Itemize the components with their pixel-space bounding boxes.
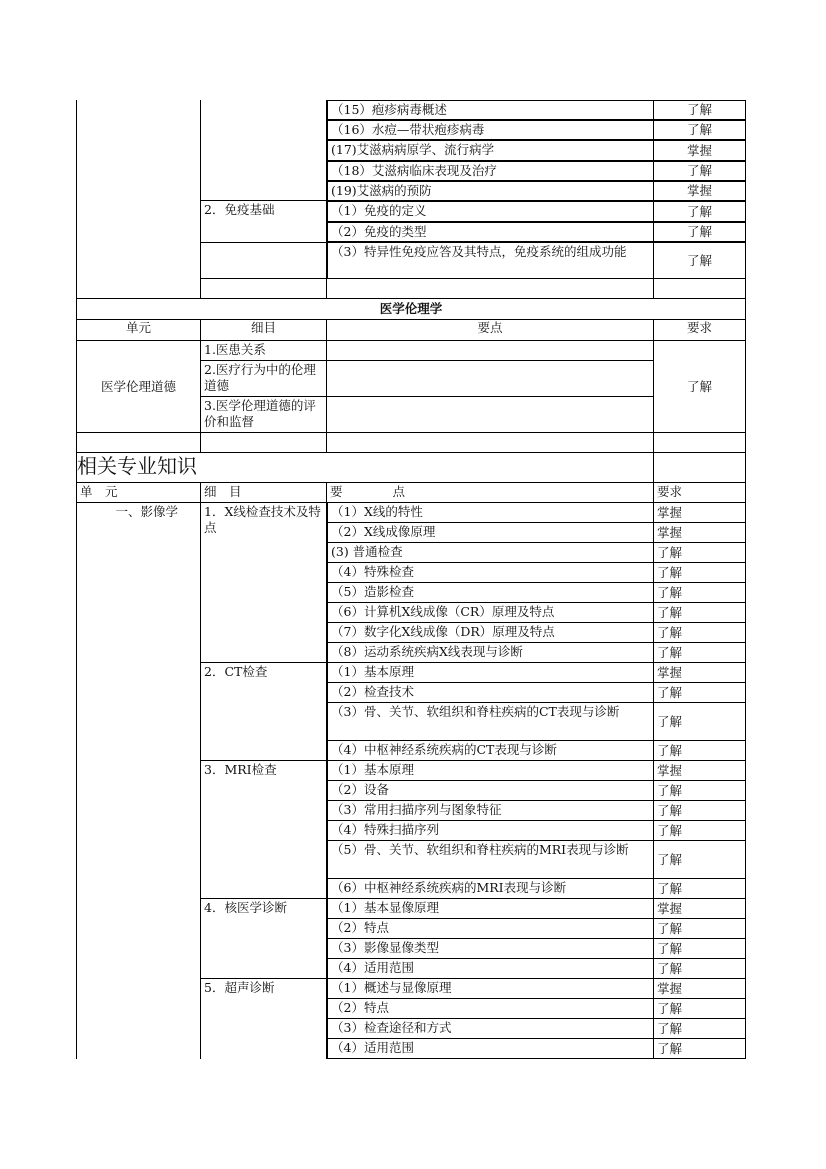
requirement-cell-text: 了解 (657, 803, 683, 818)
ethics-unit-text: 医学伦理道德 (100, 378, 176, 394)
requirement-cell-text: 了解 (657, 685, 683, 700)
blank-cell (654, 453, 746, 483)
detail-cell-text: 3．MRI检查 (204, 762, 277, 777)
requirement-cell-text: 了解 (686, 122, 712, 137)
requirement-cell-text: 了解 (686, 252, 712, 268)
point-cell (327, 543, 654, 563)
point-cell (327, 503, 654, 523)
point-cell-text: （3）特异性免疫应答及其特点，免疫系统的组成功能 (331, 244, 627, 259)
point-cell-text: （1）免疫的定义 (331, 203, 427, 218)
point-cell (327, 663, 654, 683)
point-cell (327, 140, 654, 161)
detail-cell-text: 5．超声诊断 (204, 980, 275, 995)
point-cell-text: （4）适用范围 (331, 1040, 414, 1055)
point-cell-text: （15）疱疹病毒概述 (331, 102, 447, 117)
requirement-cell-text: 了解 (657, 783, 683, 798)
point-cell (327, 879, 654, 899)
requirement-cell (654, 222, 746, 242)
requirement-cell (654, 801, 746, 821)
ethics-detail-text: 1.医患关系 (204, 342, 266, 357)
ethics-title (76, 299, 746, 320)
point-cell (327, 761, 654, 781)
point-cell (327, 959, 654, 979)
point-cell-text: （2）设备 (331, 782, 389, 797)
detail-cell-continued (201, 100, 327, 201)
point-cell-text: （5）造影检查 (331, 584, 414, 599)
requirement-cell (654, 781, 746, 801)
point-cell-text: （2）免疫的类型 (331, 224, 427, 239)
point-cell (327, 899, 654, 919)
requirement-cell-text: 了解 (657, 852, 683, 867)
detail-cell-text: 2．CT检查 (204, 664, 268, 679)
point-cell (327, 201, 654, 222)
detail-cell (201, 663, 327, 761)
ethics-point-empty (327, 341, 654, 361)
ethics-detail-text: 2.医疗行为中的伦理道德 (204, 362, 316, 393)
requirement-cell-text: 掌握 (657, 525, 683, 540)
header-requirement-text: 要求 (657, 484, 683, 499)
requirement-cell (654, 841, 746, 879)
requirement-cell (654, 879, 746, 899)
blank-cell (654, 279, 746, 299)
requirement-cell (654, 603, 746, 623)
requirement-cell-text: 掌握 (657, 901, 683, 916)
point-cell-text: （3）常用扫描序列与图象特征 (331, 802, 502, 817)
requirement-cell-text: 掌握 (657, 763, 683, 778)
requirement-cell (654, 979, 746, 999)
requirement-cell (654, 1039, 746, 1059)
ethics-detail (201, 361, 327, 397)
requirement-cell-text: 了解 (657, 714, 683, 729)
point-cell (327, 643, 654, 663)
requirement-cell-text: 了解 (686, 163, 712, 178)
point-cell-text: （1）基本原理 (331, 664, 414, 679)
ethics-detail-text: 3.医学伦理道德的评价和监督 (204, 398, 316, 429)
requirement-cell (654, 821, 746, 841)
requirement-cell (654, 100, 746, 120)
unit-cell (76, 503, 201, 1059)
point-cell (327, 603, 654, 623)
point-cell (327, 181, 654, 201)
point-cell-text: （4）特殊扫描序列 (331, 822, 439, 837)
point-cell (327, 161, 654, 181)
requirement-cell (654, 563, 746, 583)
requirement-cell (654, 161, 746, 181)
requirement-cell-text: 掌握 (657, 981, 683, 996)
requirement-cell-text: 了解 (657, 565, 683, 580)
requirement-cell (654, 523, 746, 543)
ethics-detail (201, 341, 327, 361)
detail-cell (201, 201, 327, 242)
requirement-cell-text: 了解 (657, 585, 683, 600)
requirement-cell (654, 543, 746, 563)
blank-cell (201, 433, 327, 453)
point-cell (327, 100, 654, 120)
requirement-cell (654, 741, 746, 761)
point-cell (327, 523, 654, 543)
requirement-cell-text: 了解 (657, 881, 683, 896)
detail-cell (201, 503, 327, 663)
point-cell (327, 623, 654, 643)
point-cell-text: （4）中枢神经系统疾病的CT表现与诊断 (331, 742, 557, 757)
requirement-cell-text: 掌握 (657, 505, 683, 520)
requirement-cell-text: 了解 (657, 645, 683, 660)
point-cell (327, 801, 654, 821)
requirement-cell-text: 了解 (657, 743, 683, 758)
ethics-requirement (654, 341, 746, 433)
requirement-cell-text: 了解 (657, 941, 683, 956)
point-cell-text: （1）基本显像原理 (331, 900, 439, 915)
requirement-cell-text: 掌握 (686, 183, 712, 198)
requirement-cell-text: 了解 (657, 605, 683, 620)
point-cell-text: （1）基本原理 (331, 762, 414, 777)
requirement-cell (654, 959, 746, 979)
point-cell-text: （16）水痘—带状疱疹病毒 (331, 122, 485, 137)
blank-cell (327, 279, 654, 299)
point-cell-text: （2）特点 (331, 1000, 389, 1015)
header-unit-text: 单 元 (80, 484, 118, 499)
header-requirement (654, 320, 746, 341)
point-cell (327, 841, 654, 879)
point-cell (327, 222, 654, 242)
requirement-cell (654, 643, 746, 663)
unit-cell-continued (76, 100, 201, 279)
ethics-requirement-text: 了解 (686, 378, 712, 394)
point-cell-text: （3）影像显像类型 (331, 940, 439, 955)
point-cell-text: (19)艾滋病的预防 (331, 183, 432, 198)
point-cell-text: (17)艾滋病病原学、流行病学 (331, 142, 495, 157)
requirement-cell-text: 了解 (657, 1021, 683, 1036)
requirement-cell (654, 140, 746, 161)
requirement-cell (654, 503, 746, 523)
detail-cell-text: 4．核医学诊断 (204, 900, 287, 915)
header-unit (76, 483, 201, 503)
header-detail-text: 细 目 (204, 484, 242, 499)
point-cell-text: （8）运动系统疾病X线表现与诊断 (331, 644, 523, 659)
requirement-cell (654, 703, 746, 741)
requirement-cell-text: 了解 (657, 1041, 683, 1056)
point-cell (327, 821, 654, 841)
requirement-cell-text: 了解 (657, 921, 683, 936)
requirement-cell-text: 了解 (657, 545, 683, 560)
detail-cell (201, 899, 327, 979)
point-cell-text: （5）骨、关节、软组织和脊柱疾病的MRI表现与诊断 (331, 842, 629, 857)
requirement-cell-text: 了解 (686, 102, 712, 117)
point-cell-text: （2）X线成像原理 (331, 524, 436, 539)
point-cell (327, 1019, 654, 1039)
point-cell (327, 120, 654, 140)
point-cell-text: （18）艾滋病临床表现及治疗 (331, 163, 497, 178)
point-cell (327, 703, 654, 741)
point-cell-text: （3）骨、关节、软组织和脊柱疾病的CT表现与诊断 (331, 704, 620, 719)
point-cell-text: （3）检查途径和方式 (331, 1020, 452, 1035)
header-point (327, 320, 654, 341)
requirement-cell-text: 了解 (657, 961, 683, 976)
blank-cell (654, 433, 746, 453)
ethics-point-empty (327, 361, 654, 397)
point-cell (327, 741, 654, 761)
point-cell (327, 999, 654, 1019)
point-cell (327, 939, 654, 959)
point-cell (327, 563, 654, 583)
requirement-cell (654, 999, 746, 1019)
detail-cell-text: 2．免疫基础 (204, 202, 275, 217)
header-requirement-text: 要求 (686, 320, 712, 335)
requirement-cell (654, 201, 746, 222)
ethics-detail (201, 397, 327, 433)
header-unit-text: 单元 (125, 320, 151, 335)
point-cell-text: （2）检查技术 (331, 684, 414, 699)
point-cell (327, 919, 654, 939)
header-point-text: 要点 (477, 320, 503, 335)
point-cell (327, 583, 654, 603)
requirement-cell (654, 663, 746, 683)
ethics-title-text: 医学伦理学 (379, 301, 443, 316)
point-cell-text: （4）特殊检查 (331, 564, 414, 579)
blank-cell (327, 433, 654, 453)
requirement-cell (654, 761, 746, 781)
requirement-cell (654, 242, 746, 279)
detail-cell (201, 979, 327, 1059)
requirement-cell (654, 939, 746, 959)
point-cell (327, 683, 654, 703)
header-point-text: 要 点 (330, 484, 406, 499)
requirement-cell (654, 120, 746, 140)
point-cell-text: （4）适用范围 (331, 960, 414, 975)
point-cell (327, 1039, 654, 1059)
requirement-cell (654, 919, 746, 939)
requirement-cell-text: 了解 (657, 823, 683, 838)
header-unit (76, 320, 201, 341)
header-detail (201, 320, 327, 341)
point-cell (327, 242, 654, 279)
point-cell-text: （2）特点 (331, 920, 389, 935)
requirement-cell (654, 899, 746, 919)
requirement-cell (654, 583, 746, 603)
requirement-cell-text: 了解 (657, 1001, 683, 1016)
blank-cell (201, 279, 327, 299)
ethics-point-empty (327, 397, 654, 433)
detail-cell-text: 1．X线检查技术及特点 (204, 504, 321, 535)
detail-cell (201, 761, 327, 899)
header-detail-text: 细目 (250, 320, 276, 335)
requirement-cell (654, 1019, 746, 1039)
requirement-cell (654, 683, 746, 703)
related-title-text: 相关专业知识 (77, 454, 197, 478)
header-requirement (654, 483, 746, 503)
requirement-cell-text: 掌握 (686, 142, 712, 158)
requirement-cell (654, 623, 746, 643)
point-cell (327, 781, 654, 801)
unit-cell-text: 一、影像学 (115, 504, 178, 519)
detail-cell-empty (201, 242, 327, 279)
point-cell-text: (3) 普通检查 (331, 544, 403, 559)
blank-cell (76, 279, 201, 299)
header-point (327, 483, 654, 503)
point-cell-text: （1）概述与显像原理 (331, 980, 452, 995)
point-cell-text: （7）数字化X线成像（DR）原理及特点 (331, 624, 555, 639)
requirement-cell-text: 了解 (686, 203, 712, 219)
related-title (76, 453, 654, 483)
point-cell (327, 979, 654, 999)
point-cell-text: （6）中枢神经系统疾病的MRI表现与诊断 (331, 880, 567, 895)
point-cell-text: （1）X线的特性 (331, 504, 423, 519)
ethics-unit (76, 341, 201, 433)
point-cell-text: （6）计算机X线成像（CR）原理及特点 (331, 604, 555, 619)
requirement-cell-text: 掌握 (657, 665, 683, 680)
header-detail (201, 483, 327, 503)
requirement-cell-text: 了解 (686, 224, 712, 239)
blank-cell (76, 433, 201, 453)
requirement-cell-text: 了解 (657, 625, 683, 640)
requirement-cell (654, 181, 746, 201)
